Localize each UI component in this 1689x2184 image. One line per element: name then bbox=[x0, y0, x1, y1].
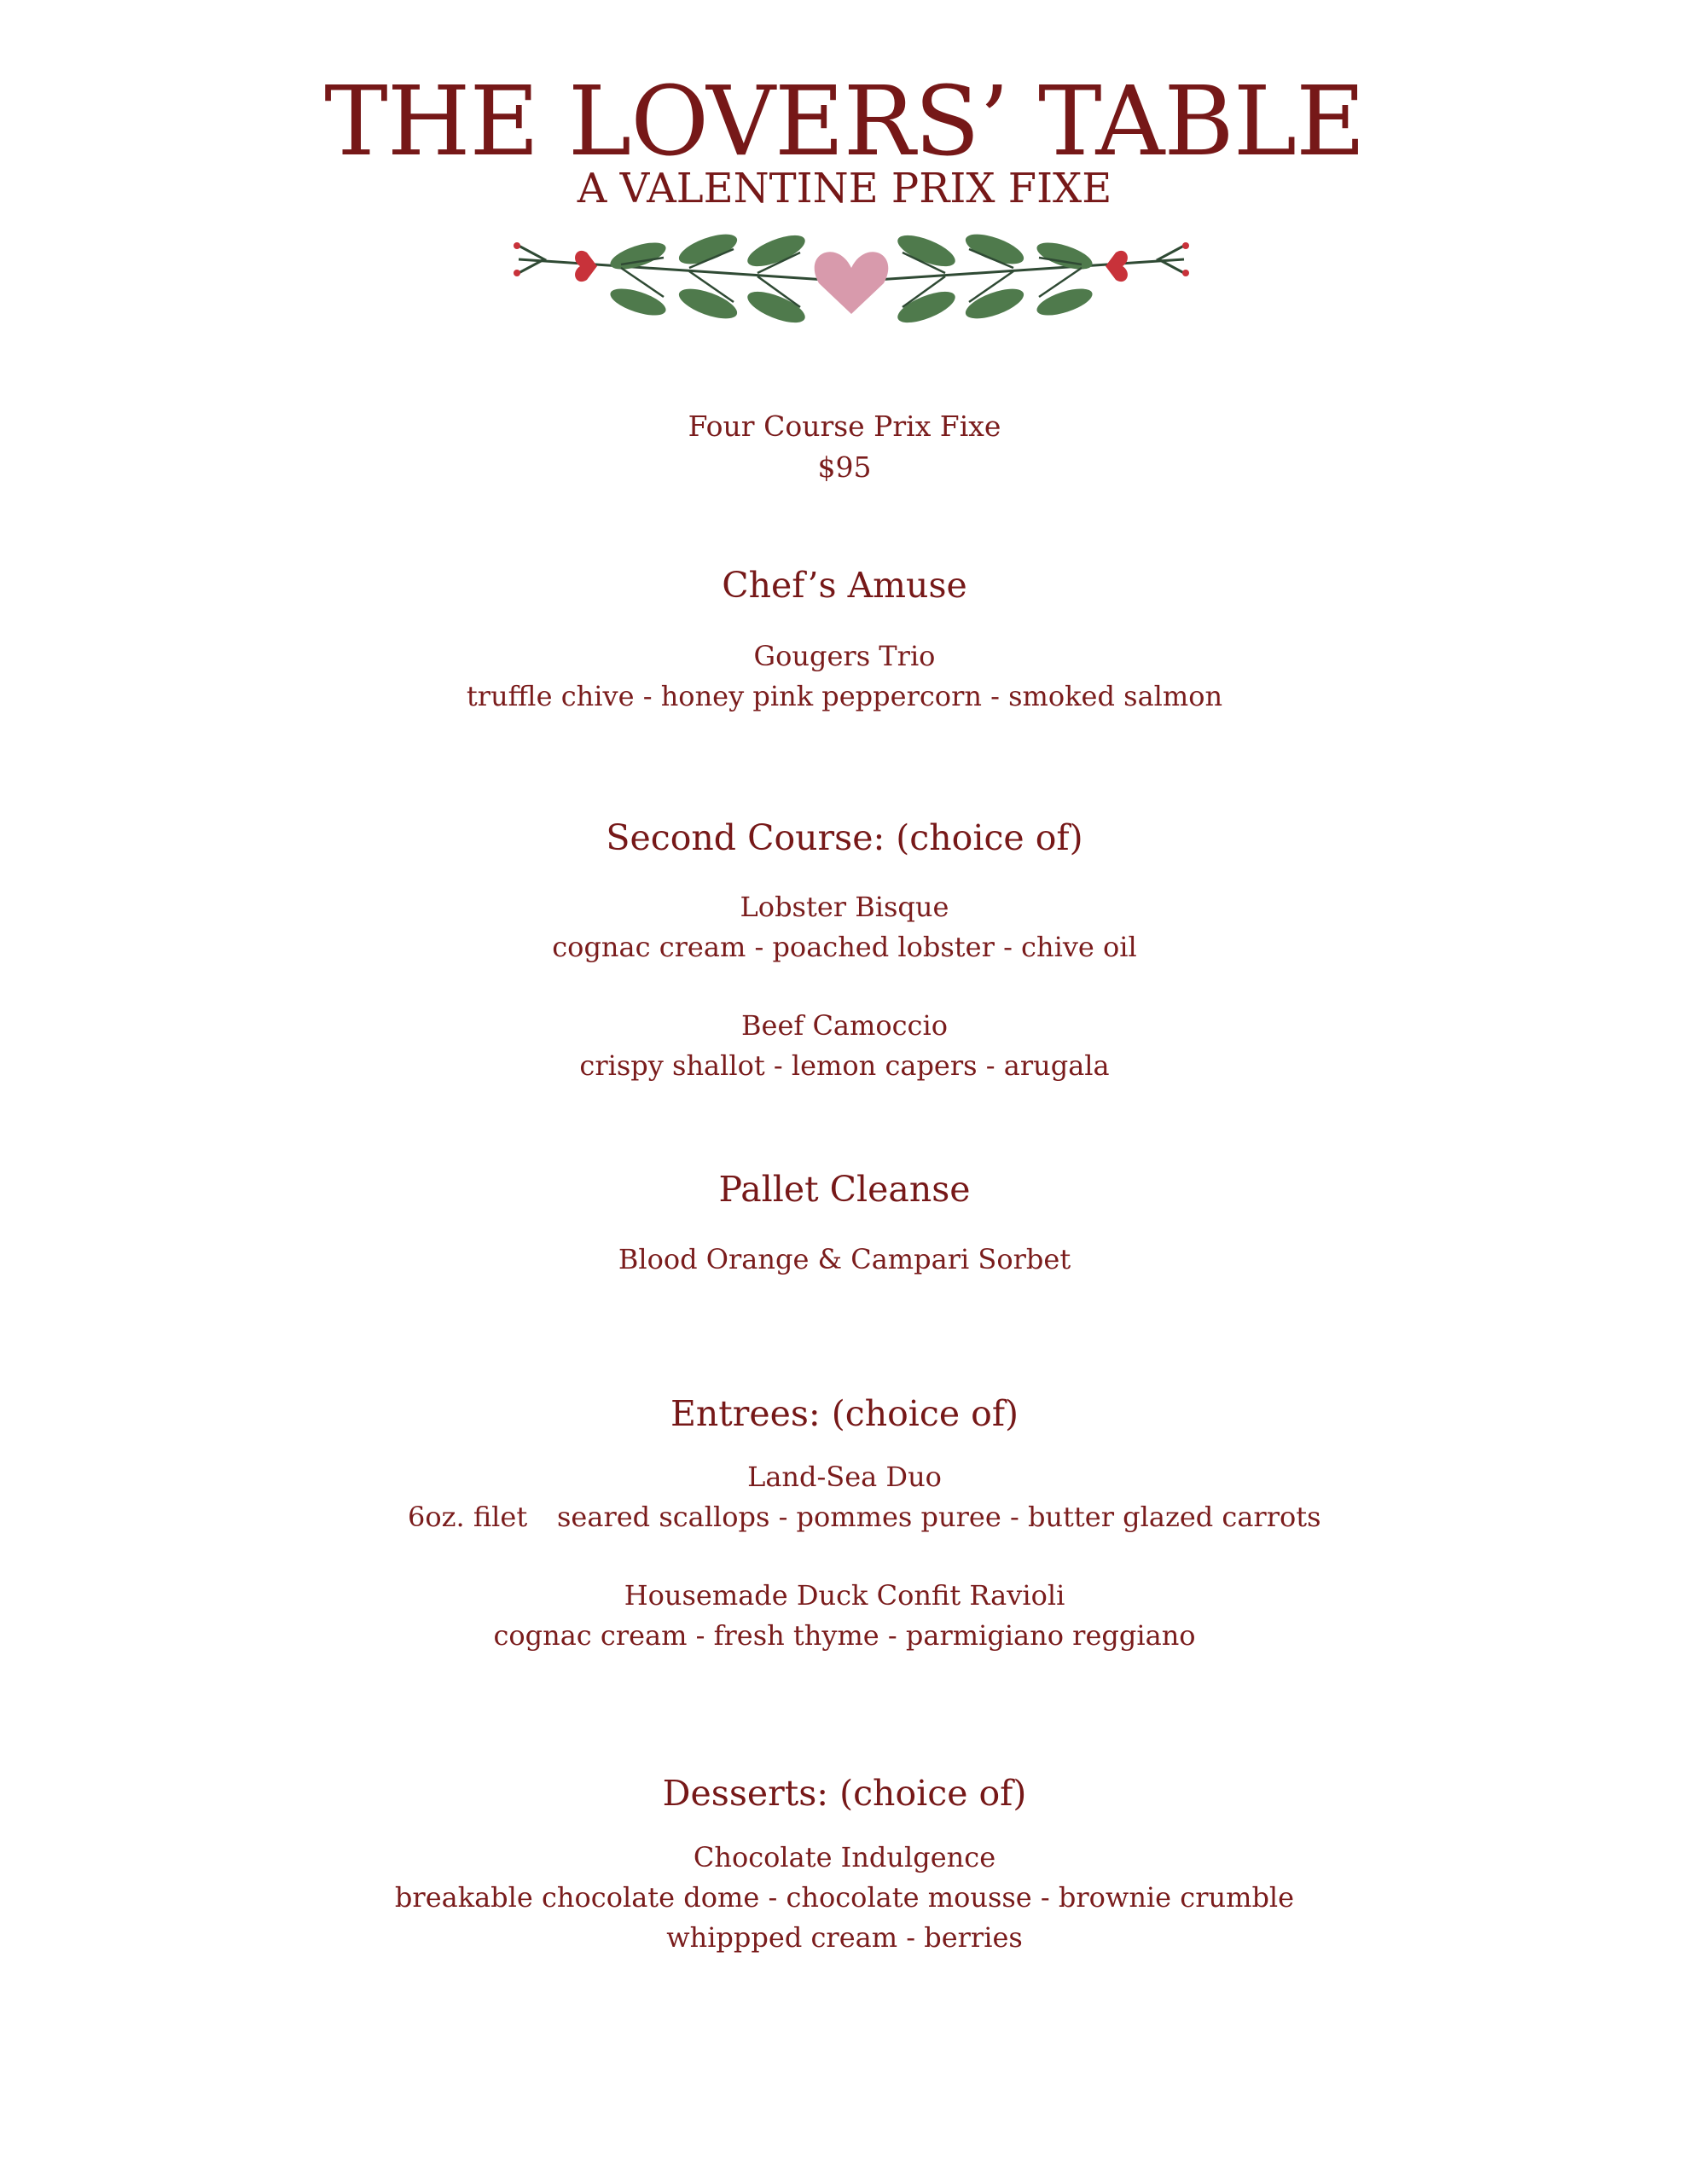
menu-item bbox=[0, 1576, 1689, 1656]
item-name: Blood Orange & Campari Sorbet bbox=[618, 1243, 1071, 1275]
item-name: Gougers Trio bbox=[753, 640, 936, 672]
course-title: Second Course: (choice of) bbox=[606, 817, 1083, 858]
item-description: crispy shallot - lemon capers - arugala bbox=[579, 1049, 1110, 1082]
item-name: Land-Sea Duo bbox=[747, 1461, 942, 1493]
item-description-continued: whippped cream - berries bbox=[666, 1921, 1023, 1954]
heart-laurel-divider-icon bbox=[510, 224, 1193, 334]
menu-subtitle: A VALENTINE PRIX FIXE bbox=[577, 165, 1112, 212]
item-description: truffle chive - honey pink peppercorn - smoked salmon bbox=[466, 680, 1223, 712]
item-description: cognac cream - poached lobster - chive oil bbox=[552, 931, 1137, 963]
course-section bbox=[0, 1167, 1689, 1211]
entree-description-row bbox=[0, 1497, 1689, 1537]
item-description-left: 6oz. filet bbox=[408, 1501, 528, 1533]
item-name: Lobster Bisque bbox=[740, 891, 949, 923]
course-title: Pallet Cleanse bbox=[718, 1169, 971, 1210]
item-name: Chocolate Indulgence bbox=[693, 1841, 996, 1873]
menu-item bbox=[0, 636, 1689, 717]
menu-item bbox=[0, 1838, 1689, 1958]
course-section bbox=[0, 1771, 1689, 1815]
item-description: cognac cream - fresh thyme - parmigiano reggiano bbox=[493, 1619, 1196, 1652]
menu-item bbox=[0, 887, 1689, 967]
course-title: Desserts: (choice of) bbox=[662, 1773, 1027, 1814]
prix-fixe-price: $95 bbox=[817, 450, 872, 484]
menu-item bbox=[0, 1240, 1689, 1280]
item-name: Beef Camoccio bbox=[741, 1009, 948, 1042]
course-section bbox=[0, 563, 1689, 607]
course-title: Entrees: (choice of) bbox=[670, 1393, 1019, 1434]
course-title: Chef’s Amuse bbox=[722, 565, 967, 606]
prix-fixe-intro bbox=[0, 406, 1689, 488]
item-description: seared scallops - pommes puree - butter glazed carrots bbox=[557, 1501, 1321, 1533]
course-section bbox=[0, 1391, 1689, 1436]
menu-title: THE LOVERS’ TABLE bbox=[324, 67, 1365, 177]
course-section bbox=[0, 816, 1689, 860]
menu-item bbox=[0, 1457, 1689, 1497]
item-name: Housemade Duck Confit Ravioli bbox=[624, 1579, 1065, 1612]
item-description: breakable chocolate dome - chocolate mousse - brownie crumble bbox=[394, 1881, 1295, 1914]
prix-fixe-label: Four Course Prix Fixe bbox=[688, 410, 1001, 443]
menu-item bbox=[0, 1006, 1689, 1086]
